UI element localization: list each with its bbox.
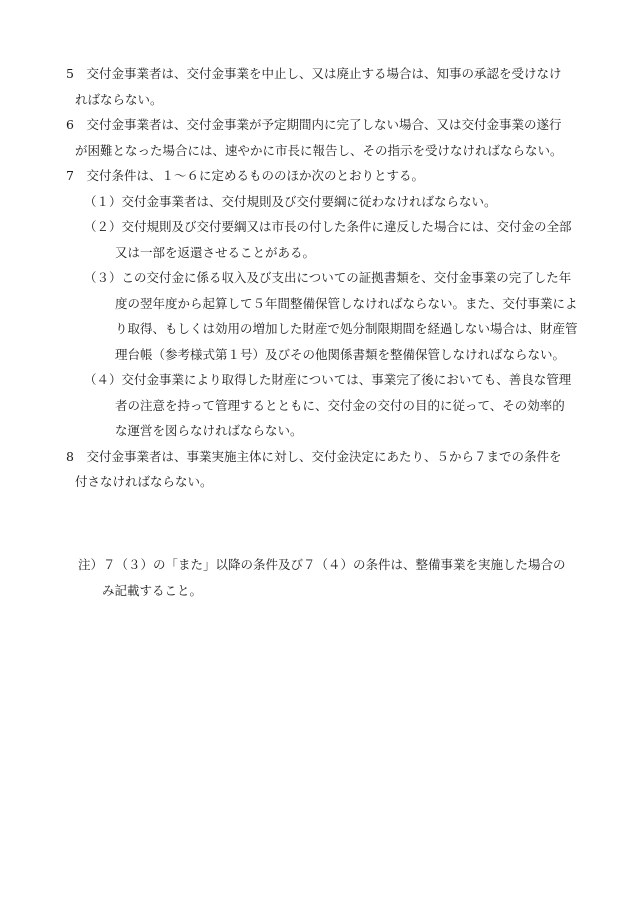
condition-item-8: [66, 444, 576, 495]
footnote: [78, 552, 578, 603]
condition-item-6: [66, 112, 576, 163]
subcondition-3-line-2: 度の翌年度から起算して５年間整備保管しなければならない。また、交付事業によ: [115, 295, 578, 311]
condition-item-8-line-2: 付さなければならない。: [75, 474, 213, 489]
footnote-line-1: 注）７（３）の「また」以降の条件及び７（４）の条件は、整備事業を実施した場合の: [78, 557, 566, 572]
subcondition-3-line-4: 理台帳（参考様式第１号）及びその他関係書類を整備保管しなければならない。: [115, 346, 566, 362]
condition-item-7: [66, 163, 576, 189]
subcondition-3-line-1: （３）この交付金に係る収入及び支出についての証拠書類を、交付金事業の完了した年: [84, 270, 572, 285]
subcondition-4-line-3: な運営を図らなければならない。: [115, 423, 303, 438]
subcondition-4-line-1: （４）交付金事業により取得した財産については、事業完了後においても、善良な管理: [84, 372, 572, 387]
subcondition-3-line-3: り取得、もしくは効用の増加した財産で処分制限期間を経過しない場合は、財産管: [115, 321, 578, 336]
subcondition-1: [66, 189, 576, 215]
conditions-list: [66, 61, 576, 495]
subcondition-4-line-2: 者の注意を持って管理するとともに、交付金の交付の目的に従って、その効率的: [115, 397, 565, 413]
subcondition-2: [66, 214, 576, 265]
condition-item-6-line-2: が困難となった場合には、速やかに市長に報告し、その指示を受けなければならない。: [75, 142, 563, 158]
subcondition-2-line-1: （２）交付規則及び交付要綱又は市長の付した条件に違反した場合には、交付金の全部: [84, 219, 572, 234]
condition-item-5-line-1: 5 交付金事業者は、交付金事業を中止し、又は廃止する場合は、知事の承認を受けなけ: [66, 66, 562, 81]
subcondition-3: [66, 265, 576, 367]
condition-item-7-line-1: 7 交付条件は、１～６に定めるもののほか次のとおりとする。: [66, 168, 424, 183]
condition-item-5-line-2: ればならない。: [75, 91, 163, 107]
condition-item-6-line-1: 6 交付金事業者は、交付金事業が予定期間内に完了しない場合、又は交付金事業の遂行: [66, 117, 562, 132]
condition-item-8-line-1: 8 交付金事業者は、事業実施主体に対し、交付金決定にあたり、５から７までの条件を: [66, 448, 562, 464]
subcondition-4: [66, 367, 576, 444]
condition-item-5: [66, 61, 576, 112]
subcondition-2-line-2: 又は一部を返還させることがある。: [115, 244, 316, 260]
footnote-line-2: み記載すること。: [102, 582, 203, 598]
subcondition-1-line-1: （１）交付金事業者は、交付規則及び交付要綱に従わなければならない。: [84, 193, 497, 209]
